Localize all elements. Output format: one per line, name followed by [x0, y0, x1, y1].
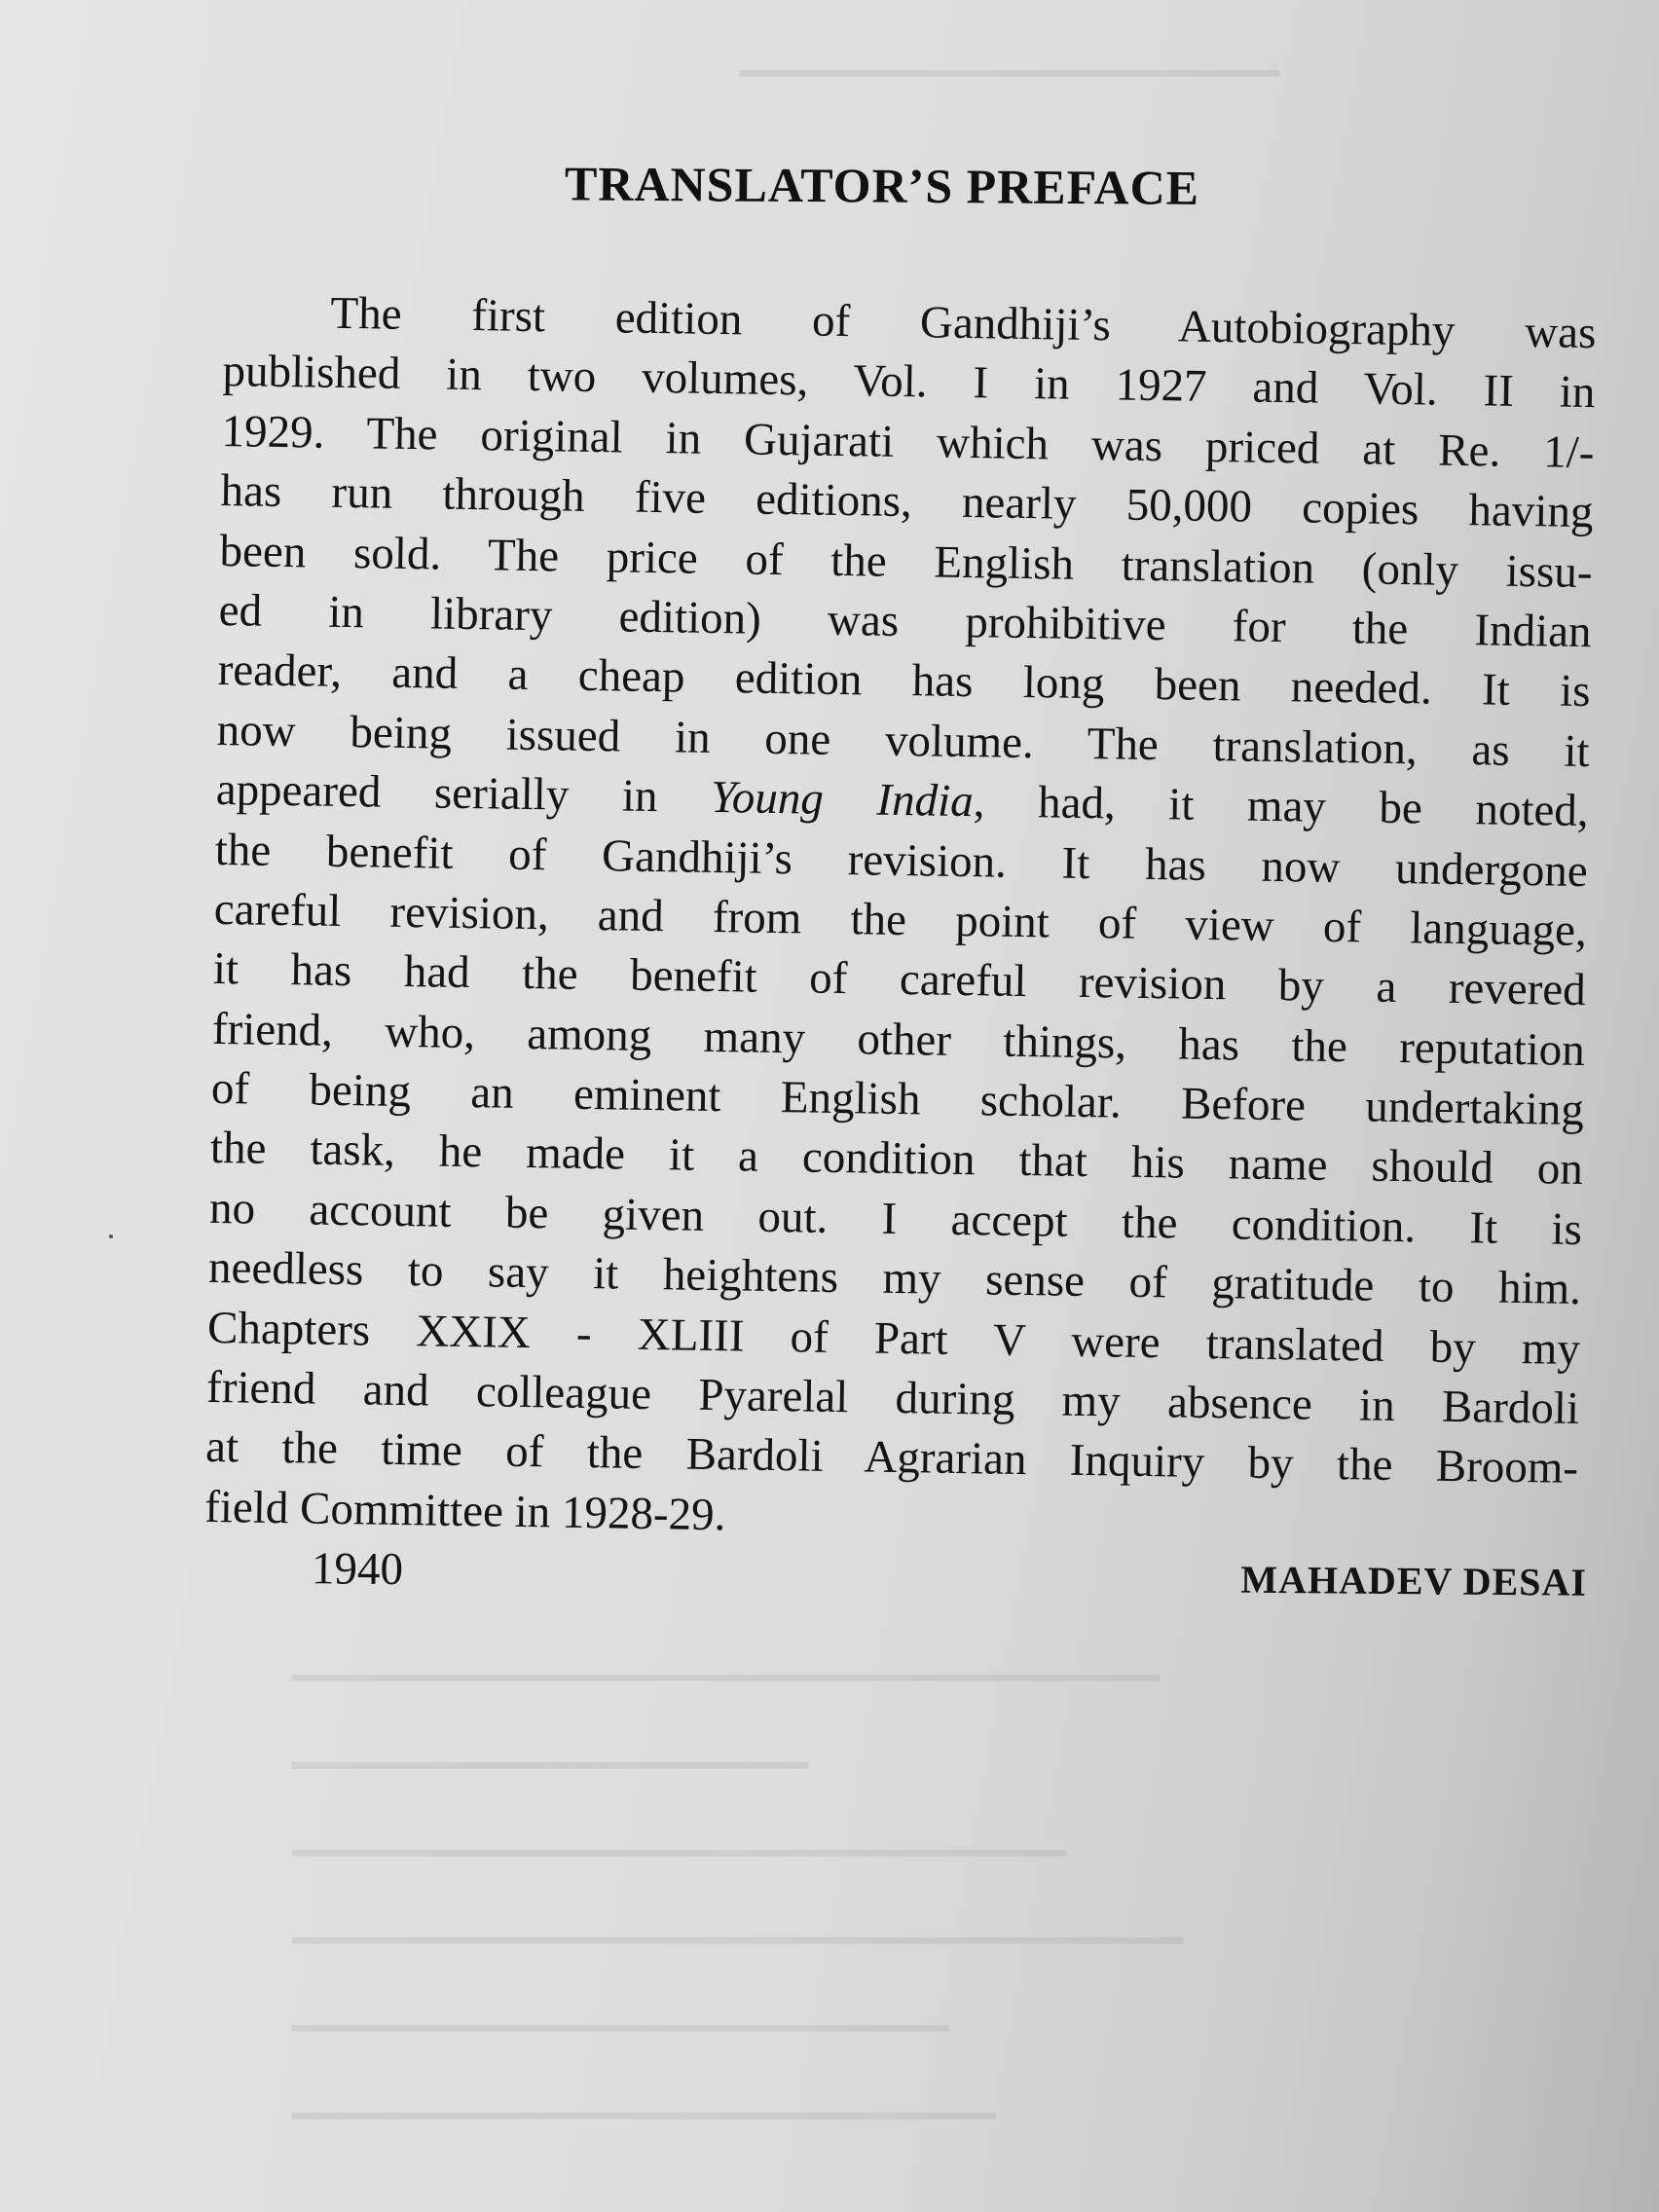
text-line: reader, and a cheap edition has long been needed. It is: [217, 645, 1591, 718]
text-fragment: , had, it may be noted,: [973, 776, 1590, 837]
text-fragment: appeared serially in: [215, 764, 712, 824]
text-line: the benefit of Gandhiji’s revision. It has now undergone: [214, 824, 1589, 897]
text-line: field Committee in 1928-29.: [203, 1481, 726, 1541]
text-line: published in two volumes, Vol. I in 1927 and Vol. II in: [222, 346, 1596, 419]
text-line: needless to say it heightens my sense of gratitude to him.: [207, 1242, 1582, 1315]
text-line: 1929. The original in Gujarati which was priced at Re. 1/-: [221, 405, 1595, 478]
text-line: friend and colleague Pyarelal during my absence in Bardoli: [205, 1361, 1580, 1435]
text-line: ed in library edition) was prohibitive for the Indian: [218, 584, 1592, 658]
text-line: now being issued in one volume. The translation, as it: [216, 704, 1591, 777]
text-line: Chapters XXIX - XLIII of Part V were translated by my: [206, 1302, 1581, 1375]
paper-speck: [109, 1235, 113, 1238]
preface-author: MAHADEV DESAI: [1240, 1557, 1588, 1604]
preface-body: [204, 282, 1597, 1559]
text-line: friend, who, among many other things, has the reputation: [211, 1003, 1586, 1076]
text-line: at the time of the Bardoli Agrarian Inquiry by the Broom-: [204, 1421, 1579, 1494]
preface-year: 1940: [311, 1543, 404, 1596]
text-line: no account be given out. I accept the condition. It is: [208, 1182, 1583, 1255]
text-line: of being an eminent English scholar. Before undertaking: [210, 1062, 1585, 1136]
text-line: the task, he made it a condition that his name should on: [209, 1123, 1584, 1196]
italic-title: Young India: [710, 772, 975, 828]
preface-title: TRANSLATOR’S PREFACE: [564, 156, 1200, 215]
text-line: The first edition of Gandhiji’s Autobiography was: [330, 287, 1597, 359]
text-line: has run through five editions, nearly 50,000 copies having: [220, 465, 1594, 538]
signoff: [312, 1542, 1587, 1611]
text-line: it has had the benefit of careful revision by a revered: [212, 943, 1587, 1016]
text-line: careful revision, and from the point of view of language,: [213, 883, 1588, 956]
bleed-through-text: ━━━━━━━━━━━━━━━━━━━━━━━ ━━━━━━━━━━━━━━━━━━━━━━━━━━━━━━━━━━━━━ ━━━━━━━━━━━━━━━━━━━━━━ ━━━━━━━━━━━━━━━━━━━━━━━━━━━━━━━━━ ━━━━━━━━━━━━━━━━━━━━━━━━━━━━━━━━━━━━━━ ━━━━━━━━━━━━━━━━━━━━━━━━━━━━ ━━━━━━━━━━━━━━━━━━━━━━━━━━━━━━: [292, 52, 1279, 2138]
text-line: been sold. The price of the English translation (only issu-: [219, 525, 1593, 598]
